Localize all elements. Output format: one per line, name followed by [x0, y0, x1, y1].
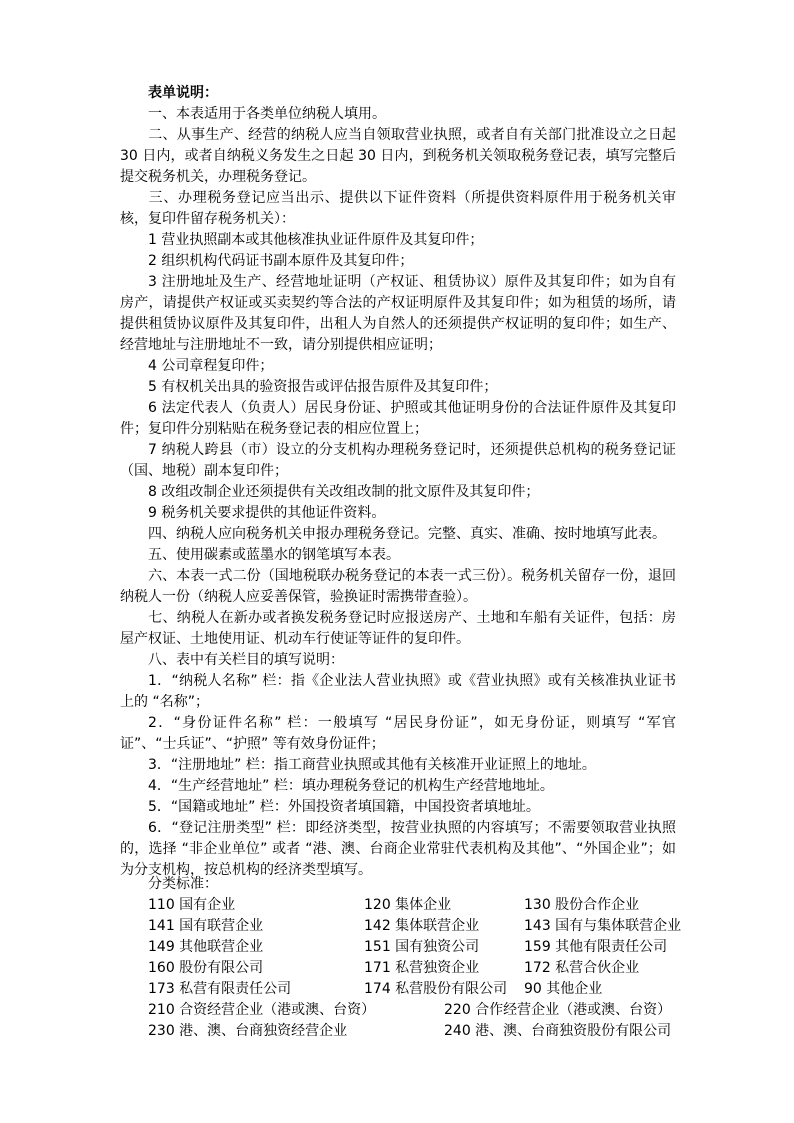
instruction-paragraph — [120, 503, 676, 524]
paragraph-text: 8 改组改制企业还须提供有关改组改制的批文原件及其复印件； — [148, 484, 540, 500]
category-code: 240 港、澳、台商独资股份有限公司 — [444, 1023, 672, 1039]
category-row — [148, 916, 688, 937]
category-code: 143 国有与集体联营企业 — [524, 918, 682, 934]
form-instructions-title: 表单说明： — [148, 85, 218, 101]
paragraph-text: 八、表中有关栏目的填写说明： — [148, 652, 344, 668]
instruction-paragraph — [120, 125, 676, 188]
instruction-paragraph — [120, 377, 676, 398]
paragraph-text: 9 税务机关要求提供的其他证件资料。 — [148, 505, 386, 521]
category-code: 174 私营股份有限公司 — [364, 981, 508, 997]
paragraph-text: 7 纳税人跨县（市）设立的分支机构办理税务登记时，还须提供总机构的税务登记证（国、地税）副本复印件； — [120, 442, 676, 479]
paragraph-text: 6．“登记注册类型” 栏：即经济类型，按营业执照的内容填写；不需要领取营业执照的，选择 “非企业单位” 或者 “港、澳、台商企业常驻代表机构及其他”、“外国企业”；如为分支机构，按总机构的经济类型填写。 — [120, 820, 676, 878]
category-code: 141 国有联营企业 — [148, 918, 264, 934]
instruction-paragraph — [120, 251, 676, 272]
instruction-paragraph — [120, 818, 676, 881]
instruction-paragraph — [120, 524, 676, 545]
paragraph-text: 六、本表一式二份（国地税联办税务登记的本表一式三份）。税务机关留存一份，退回纳税人一份（纳税人应妥善保管，验换证时需携带查验）。 — [120, 568, 676, 605]
paragraph-text: 3．“注册地址” 栏：指工商营业执照或其他有关核准开业证照上的地址。 — [148, 757, 596, 773]
instruction-paragraph — [120, 398, 676, 440]
instruction-paragraph — [120, 482, 676, 503]
paragraph-text: 2．“身份证件名称” 栏：一般填写 “居民身份证”，如无身份证，则填写 “军官证”、“士兵证”、“护照” 等有效身份证件； — [120, 715, 676, 752]
category-code: 130 股份合作企业 — [524, 897, 640, 913]
paragraph-text: 6 法定代表人（负责人）居民身份证、护照或其他证明身份的合法证件原件及其复印件；复印件分别粘贴在税务登记表的相应位置上； — [120, 400, 676, 437]
paragraph-text: 5 有权机关出具的验资报告或评估报告原件及其复印件； — [148, 379, 498, 395]
paragraph-text: 五、使用碳素或蓝墨水的钢笔填写本表。 — [148, 547, 400, 563]
category-code: 160 股份有限公司 — [148, 960, 264, 976]
category-code: 142 集体联营企业 — [364, 918, 480, 934]
instruction-paragraph — [120, 755, 676, 776]
instruction-paragraph — [120, 104, 676, 125]
instruction-paragraph — [120, 671, 676, 713]
category-code: 173 私营有限责任公司 — [148, 981, 292, 997]
instruction-paragraph — [120, 230, 676, 251]
paragraph-text: 二、从事生产、经营的纳税人应当自领取营业执照，或者自有关部门批准设立之日起 30 日内，或者自纳税义务发生之日起 30 日内，到税务机关领取税务登记表，填写完整后提交税务机关，办理税务登记。 — [120, 127, 676, 185]
paragraph-text: 3 注册地址及生产、经营地址证明（产权证、租赁协议）原件及其复印件；如为自有房产，请提供产权证或买卖契约等合法的产权证明原件及其复印件；如为租赁的场所，请提供租赁协议原件及其复印件，出租人为自然人的还须提供产权证明的复印件；如生产、经营地址与注册地址不一致，请分别提供相应证明； — [120, 274, 676, 353]
category-code: 90 其他企业 — [524, 981, 603, 997]
instruction-paragraph — [120, 188, 676, 230]
paragraph-text: 四、纳税人应向税务机关申报办理税务登记。完整、真实、准确、按时地填写此表。 — [148, 526, 666, 542]
paragraph-text: 分类标准： — [148, 876, 218, 892]
instruction-paragraph — [120, 650, 676, 671]
instruction-paragraph — [120, 566, 676, 608]
category-code: 172 私营合伙企业 — [524, 960, 640, 976]
category-code: 171 私营独资企业 — [364, 960, 480, 976]
paragraph-text: 1 营业执照副本或其他核准执业证件原件及其复印件； — [148, 232, 484, 248]
classification-label — [120, 874, 676, 895]
paragraph-text: 4．“生产经营地址” 栏：填办理税务登记的机构生产经营地地址。 — [148, 778, 554, 794]
paragraph-text: 一、本表适用于各类单位纳税人填用。 — [148, 106, 386, 122]
category-row — [148, 1021, 688, 1042]
category-row — [148, 979, 688, 1000]
category-code: 220 合作经营企业（港或澳、台资） — [444, 1002, 672, 1018]
category-code: 159 其他有限责任公司 — [524, 939, 668, 955]
category-code: 151 国有独资公司 — [364, 939, 480, 955]
category-row — [148, 895, 688, 916]
instruction-paragraph — [120, 356, 676, 377]
paragraph-text: 七、纳税人在新办或者换发税务登记时应报送房产、土地和车船有关证件，包括：房屋产权证、土地使用证、机动车行使证等证件的复印件。 — [120, 610, 676, 647]
instruction-paragraph — [120, 440, 676, 482]
instruction-paragraph — [120, 776, 676, 797]
instruction-paragraph — [120, 713, 676, 755]
category-code: 149 其他联营企业 — [148, 939, 264, 955]
category-code: 110 国有企业 — [148, 897, 236, 913]
instruction-paragraph — [120, 797, 676, 818]
paragraph-text: 5．“国籍或地址” 栏：外国投资者填国籍，中国投资者填地址。 — [148, 799, 540, 815]
category-row — [148, 1000, 688, 1021]
paragraph-text: 1．“纳税人名称” 栏：指《企业法人营业执照》或《营业执照》或有关核准执业证书上的 “名称”； — [120, 673, 676, 710]
category-row — [148, 958, 688, 979]
instruction-paragraph — [120, 545, 676, 566]
paragraph-text: 4 公司章程复印件； — [148, 358, 274, 374]
paragraph-text: 三、办理税务登记应当出示、提供以下证件资料（所提供资料原件用于税务机关审核，复印件留存税务机关）： — [120, 190, 676, 227]
paragraph-text: 2 组织机构代码证书副本原件及其复印件； — [148, 253, 414, 269]
instruction-paragraph — [120, 272, 676, 356]
category-code: 210 合资经营企业（港或澳、台资） — [148, 1002, 376, 1018]
category-row — [148, 937, 688, 958]
instruction-paragraph — [120, 608, 676, 650]
category-code: 230 港、澳、台商独资经营企业 — [148, 1023, 348, 1039]
category-code: 120 集体企业 — [364, 897, 452, 913]
